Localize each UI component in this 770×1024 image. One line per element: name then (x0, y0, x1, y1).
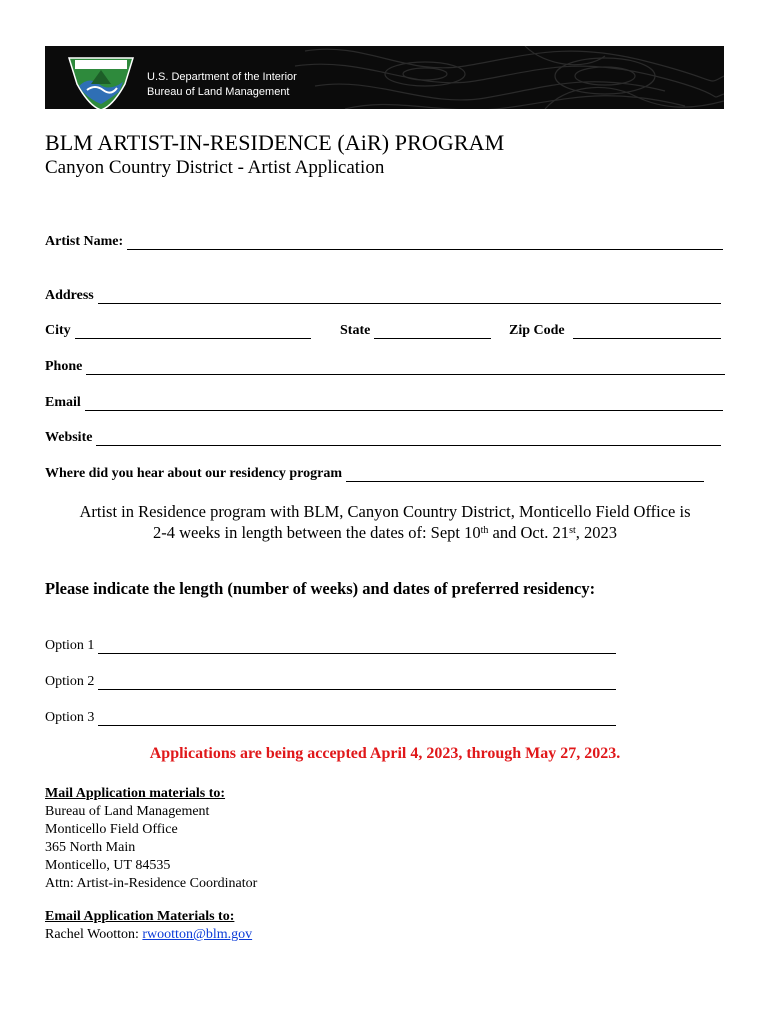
program-info-line-2 (45, 522, 725, 543)
referral-field[interactable] (45, 464, 704, 482)
option-2-label: Option 2 (45, 674, 95, 689)
info-sup-2: st (569, 525, 576, 536)
preferred-residency-heading: Please indicate the length (number of weeks) and dates of preferred residency: (45, 579, 596, 598)
program-info-line-1: Artist in Residence program with BLM, Canyon Country District, Monticello Field Office is (79, 502, 691, 521)
phone-label: Phone (45, 359, 83, 374)
mail-line: Monticello, UT 84535 (45, 858, 171, 873)
website-line[interactable] (96, 432, 721, 446)
option-2-field[interactable] (45, 672, 616, 690)
email-label: Email (45, 395, 81, 410)
option-3-field[interactable] (45, 708, 616, 726)
agency-line-1: U.S. Department of the Interior (147, 71, 297, 83)
info-text-a: 2-4 weeks in length between the dates of: Sept 10 (153, 523, 481, 542)
contact-name: Rachel Wootton: (45, 927, 143, 942)
header-banner (45, 46, 724, 109)
email-contact (45, 926, 252, 944)
city-field[interactable] (45, 321, 311, 339)
program-info (45, 501, 725, 543)
email-field[interactable] (45, 393, 723, 411)
email-application-block (45, 908, 252, 944)
agency-line-2: Bureau of Land Management (147, 86, 290, 98)
mail-heading: Mail Application materials to: (45, 786, 226, 801)
artist-name-field[interactable] (45, 232, 723, 250)
city-label: City (45, 323, 71, 338)
state-label: State (340, 323, 371, 338)
mail-line: Monticello Field Office (45, 822, 178, 837)
option-1-label: Option 1 (45, 638, 95, 653)
application-deadline: Applications are being accepted April 4, 2023, through May 27, 2023. (149, 745, 621, 762)
zip-label: Zip Code (509, 323, 565, 338)
website-label: Website (45, 430, 93, 445)
info-text-c: , 2023 (575, 523, 617, 542)
referral-label: Where did you hear about our residency program (45, 466, 343, 481)
option-2-line[interactable] (98, 676, 616, 690)
page-title: BLM ARTIST-IN-RESIDENCE (AiR) PROGRAM (45, 130, 505, 155)
artist-name-line[interactable] (127, 236, 723, 250)
option-3-label: Option 3 (45, 710, 95, 725)
artist-name-label: Artist Name: (45, 234, 124, 249)
agency-name (147, 70, 297, 100)
blm-logo (65, 54, 137, 109)
info-text-b: and Oct. 21 (488, 523, 570, 542)
state-field[interactable] (340, 321, 491, 339)
phone-line[interactable] (86, 361, 725, 375)
option-1-line[interactable] (98, 640, 616, 654)
mail-address-block (45, 785, 257, 893)
address-line[interactable] (98, 290, 721, 304)
mail-line: Bureau of Land Management (45, 804, 210, 819)
info-sup-1: th (480, 525, 489, 536)
address-field[interactable] (45, 286, 721, 304)
email-heading: Email Application Materials to: (45, 909, 235, 924)
referral-line[interactable] (346, 468, 704, 482)
option-3-line[interactable] (98, 712, 616, 726)
website-field[interactable] (45, 428, 721, 446)
option-1-field[interactable] (45, 636, 616, 654)
city-line[interactable] (75, 325, 311, 339)
address-label: Address (45, 288, 94, 303)
zip-field[interactable] (509, 321, 721, 339)
mail-line: 365 North Main (45, 840, 136, 855)
state-line[interactable] (374, 325, 491, 339)
phone-field[interactable] (45, 357, 725, 375)
email-line[interactable] (85, 397, 723, 411)
zip-line[interactable] (573, 325, 721, 339)
email-link[interactable]: rwootton@blm.gov (142, 927, 253, 942)
mail-line: Attn: Artist-in-Residence Coordinator (45, 876, 258, 891)
page-subtitle: Canyon Country District - Artist Application (45, 157, 385, 178)
